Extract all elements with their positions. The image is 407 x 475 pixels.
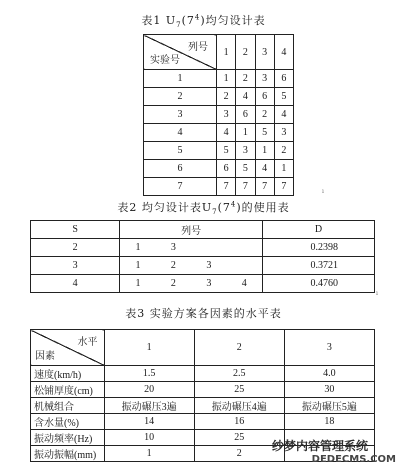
- row-id: 5: [144, 142, 217, 160]
- row-id: 4: [144, 124, 217, 142]
- caption-text: 表2 均匀设计表U: [117, 201, 213, 214]
- table-cell: 14: [104, 414, 194, 430]
- table-cell: 6: [274, 70, 293, 88]
- table-cell: 1: [120, 239, 156, 257]
- table-cell: 4: [217, 124, 236, 142]
- table-cell: 2.5: [194, 366, 284, 382]
- caption-text: 表1 U: [141, 14, 177, 27]
- table-row: [144, 142, 294, 160]
- table-cell: 2: [217, 88, 236, 106]
- diagonal-header-cell: [144, 35, 217, 70]
- column-header: 2: [194, 330, 284, 366]
- table-cell: 振动碾压5遍: [284, 398, 374, 414]
- table-cell: 7: [217, 178, 236, 196]
- table-cell: 1: [104, 446, 194, 462]
- table-cell: 3: [156, 239, 191, 257]
- table-row: [144, 124, 294, 142]
- table-cell: 7: [255, 178, 274, 196]
- table-cell: 2: [156, 275, 191, 293]
- row-header-label: 因素: [35, 351, 55, 362]
- row-id: 3: [144, 106, 217, 124]
- table-cell: 振动碾压4遍: [194, 398, 284, 414]
- table-cell: 1: [236, 124, 255, 142]
- table-row: [144, 70, 294, 88]
- table-row: [144, 106, 294, 124]
- scan-mark: ı: [376, 290, 378, 297]
- row-id: 7: [144, 178, 217, 196]
- factor-label: 振动频率(Hz): [31, 430, 105, 446]
- table-cell: 1: [120, 275, 156, 293]
- table-cell: 7: [236, 178, 255, 196]
- caption-sub: 7: [176, 21, 182, 30]
- caption-mid: (7: [181, 14, 195, 27]
- column-header: 2: [236, 35, 255, 70]
- column-header: 3: [255, 35, 274, 70]
- table-cell: 4: [31, 275, 120, 293]
- table-cell: 1: [217, 70, 236, 88]
- table-header-row: [144, 35, 294, 70]
- table-cell: 5: [217, 142, 236, 160]
- design-usage-table: [30, 220, 375, 293]
- caption-mid: (7: [217, 201, 231, 214]
- table-cell: 0.2398: [262, 239, 374, 257]
- table2-caption: [0, 199, 407, 216]
- table-cell: 1.5: [104, 366, 194, 382]
- table-cell: 2: [274, 142, 293, 160]
- table-cell: 5: [236, 160, 255, 178]
- table-cell: 2: [255, 106, 274, 124]
- table-cell: 4.0: [284, 366, 374, 382]
- table-cell: 6: [255, 88, 274, 106]
- table-row: [31, 382, 375, 398]
- caption-sub: 7: [212, 208, 218, 217]
- watermark-title: 纱梦内容管理系统: [272, 439, 369, 453]
- table-cell: 6: [217, 160, 236, 178]
- table-cell: 4: [274, 106, 293, 124]
- column-header: S: [31, 221, 120, 239]
- column-header: 1: [217, 35, 236, 70]
- table-header-row: [31, 221, 375, 239]
- column-header: 1: [104, 330, 194, 366]
- table-cell: 3: [31, 257, 120, 275]
- table-row: [31, 275, 375, 293]
- table-cell: 1: [120, 257, 156, 275]
- caption-sup: 4: [194, 13, 201, 22]
- table-cell: 7: [274, 178, 293, 196]
- caption-sup: 4: [230, 200, 237, 209]
- table-cell: [191, 239, 226, 257]
- column-header: D: [262, 221, 374, 239]
- uniform-design-table: [143, 34, 294, 196]
- table-cell: 0.4760: [262, 275, 374, 293]
- table-row: [144, 160, 294, 178]
- column-header-label: 列号: [188, 42, 208, 53]
- table1-caption: [0, 12, 407, 29]
- table-row: [31, 239, 375, 257]
- table-row: [31, 366, 375, 382]
- table-row: [31, 398, 375, 414]
- row-id: 1: [144, 70, 217, 88]
- table-row: [31, 414, 375, 430]
- row-id: 2: [144, 88, 217, 106]
- caption-end: )的使用表: [236, 201, 290, 214]
- row-id: 6: [144, 160, 217, 178]
- table-cell: 2: [156, 257, 191, 275]
- table-cell: 18: [284, 414, 374, 430]
- factor-label: 振动振幅(mm): [31, 446, 105, 462]
- table-cell: 1: [274, 160, 293, 178]
- table-cell: 2: [194, 446, 284, 462]
- table-cell: 3: [274, 124, 293, 142]
- table-cell: 1: [255, 142, 274, 160]
- table-cell: 5: [274, 88, 293, 106]
- table-cell: 3: [191, 275, 226, 293]
- table-cell: 振动碾压3遍: [104, 398, 194, 414]
- table-row: [144, 178, 294, 196]
- table-cell: 3: [236, 142, 255, 160]
- table-cell: 3: [191, 257, 226, 275]
- table-cell: 6: [236, 106, 255, 124]
- table-row: [144, 88, 294, 106]
- watermark-domain: DEDECMS.COM: [311, 454, 396, 465]
- table-cell: [227, 257, 263, 275]
- table-cell: 5: [255, 124, 274, 142]
- table-cell: 20: [104, 382, 194, 398]
- column-header: 3: [284, 330, 374, 366]
- column-header-label: 水平: [77, 337, 98, 348]
- table-cell: [227, 239, 263, 257]
- caption-end: )均匀设计表: [200, 14, 266, 27]
- column-header: 4: [274, 35, 293, 70]
- diagonal-header-cell: [31, 330, 105, 366]
- table3-caption: 表3 实验方案各因素的水平表: [125, 307, 282, 320]
- table-cell: 0.3721: [262, 257, 374, 275]
- table-cell: 2: [236, 70, 255, 88]
- table-header-row: [31, 330, 375, 366]
- site-watermark: [272, 437, 402, 465]
- factor-label: 机械组合: [31, 398, 105, 414]
- table-row: [31, 257, 375, 275]
- table-cell: 3: [255, 70, 274, 88]
- table-cell: 30: [284, 382, 374, 398]
- row-header-label: 实验号: [150, 55, 180, 66]
- table-cell: 25: [194, 430, 284, 446]
- factor-label: 松铺厚度(cm): [31, 382, 105, 398]
- column-header: 列号: [120, 221, 263, 239]
- factor-label: 含水量(%): [31, 414, 105, 430]
- table-cell: 25: [194, 382, 284, 398]
- scan-mark: ı: [322, 188, 324, 195]
- table-cell: 4: [236, 88, 255, 106]
- table-cell: 4: [255, 160, 274, 178]
- table-cell: 10: [104, 430, 194, 446]
- factor-label: 速度(km/h): [31, 366, 105, 382]
- table-cell: 2: [31, 239, 120, 257]
- table-cell: 16: [194, 414, 284, 430]
- table-cell: 4: [227, 275, 263, 293]
- table-cell: 3: [217, 106, 236, 124]
